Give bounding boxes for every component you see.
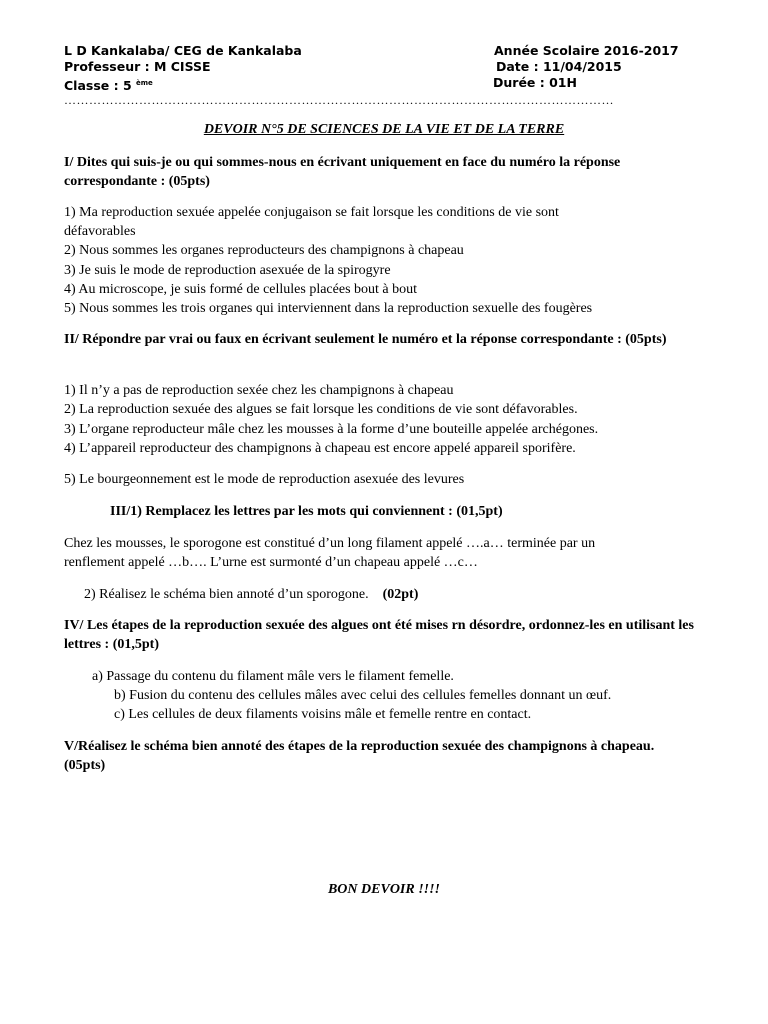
section-2-item: 1) Il n’y a pas de reproduction sexée chez les champignons à chapeau [64,383,454,398]
section-4-item: b) Fusion du contenu des cellules mâles avec celui des cellules femelles donnant un œuf. [114,688,612,703]
section-1-item: 2) Nous sommes les organes reproducteurs des champignons à chapeau [64,243,464,258]
section-2-item: 3) L’organe reproducteur mâle chez les mousses à la forme d’une bouteille appelée archégones. [64,422,599,437]
section-3-q2-text: 2) Réalisez le schéma bien annoté d’un sporogone. [84,587,369,602]
section-2-item: 5) Le bourgeonnement est le mode de reproduction asexuée des levures [64,472,465,487]
section-3-line: renflement appelé …b…. L’urne est surmonté d’un chapeau appelé …c… [64,555,478,570]
class-label [64,75,153,94]
section-1-item: 5) Nous sommes les trois organes qui interviennent dans la reproduction sexuelle des fougères [64,301,593,316]
section-1-item: 4) Au microscope, je suis formé de cellules placées bout à bout [64,282,418,297]
section-2-heading: II/ Répondre par vrai ou faux en écrivant seulement le numéro et la réponse correspondante : (05pts) [64,332,667,347]
section-4-item: c) Les cellules de deux filaments voisins mâle et femelle rentre en contact. [114,707,532,722]
school-name: L D Kankalaba/ CEG de Kankalaba [64,43,302,58]
closing-message: BON DEVOIR !!!! [327,882,441,897]
section-4-item: a) Passage du contenu du filament mâle vers le filament femelle. [92,669,454,684]
teacher-name: Professeur : M CISSE [64,59,211,74]
class-superscript: ème [136,79,153,87]
section-3-heading: III/1) Remplacez les lettres par les mots qui conviennent : (01,5pt) [110,504,503,519]
section-4-heading: IV/ Les étapes de la reproduction sexuée des algues ont été mises rn désordre, ordonnez-les en utilisant les lettres : (01,5pt) [64,618,694,652]
section-2-item: 4) L’appareil reproducteur des champignons à chapeau est encore appelé appareil sporifère. [64,441,576,456]
exam-date: Date : 11/04/2015 [496,59,622,74]
section-1-item: 3) Je suis le mode de reproduction asexuée de la spirogyre [64,263,391,278]
exam-title: DEVOIR N°5 DE SCIENCES DE LA VIE ET DE LA TERRE [203,122,565,137]
section-3-question-2 [84,585,418,604]
section-3-q2-points: (02pt) [382,587,419,602]
class-text: Classe : 5 [64,78,132,93]
section-1-item: 1) Ma reproduction sexuée appelée conjugaison se fait lorsque les conditions de vie sont [64,205,559,220]
section-5-heading: V/Réalisez le schéma bien annoté des étapes de la reproduction sexuée des champignons à chapeau. (05pts) [64,739,655,773]
section-1-heading: I/ Dites qui suis-je ou qui sommes-nous en écrivant uniquement en face du numéro la réponse correspondante : (05pts) [64,155,621,189]
exam-duration: Durée : 01H [493,75,577,90]
header-separator: …………………………………………………………………………………………………………………… [64,94,614,106]
section-1-item: défavorables [64,224,136,239]
section-3-line: Chez les mousses, le sporogone est constitué d’un long filament appelé ….a… terminée par un [64,536,596,551]
school-year: Année Scolaire 2016-2017 [494,43,679,58]
section-2-item: 2) La reproduction sexuée des algues se fait lorsque les conditions de vie sont défavorables. [64,402,578,417]
